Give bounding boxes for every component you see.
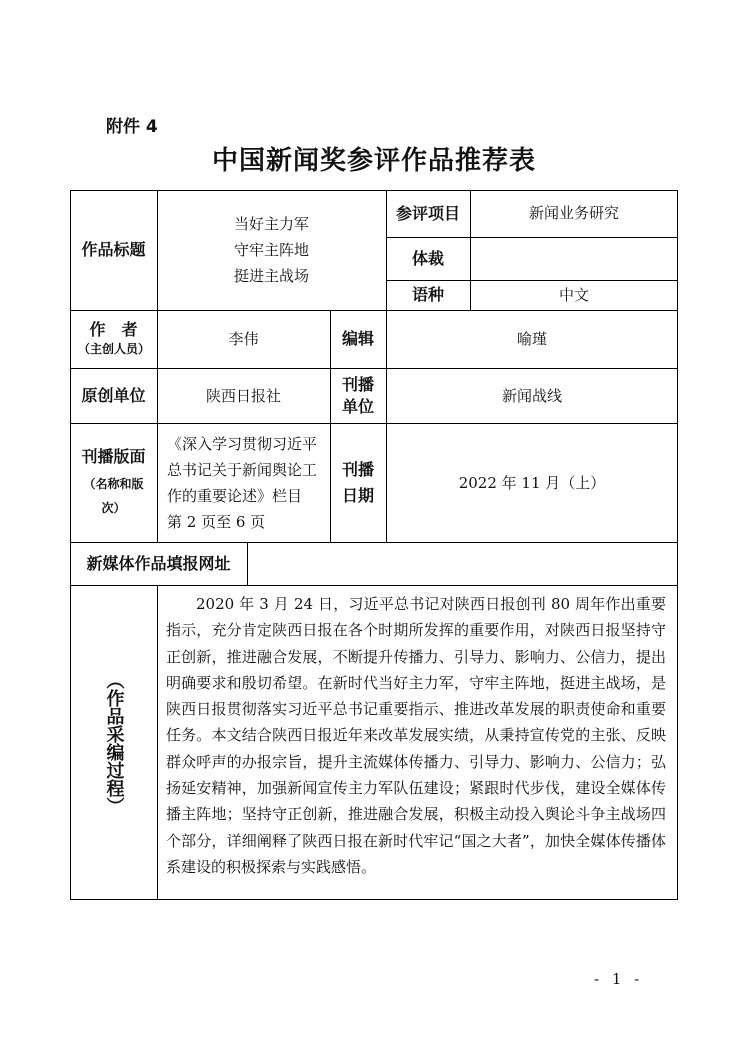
media-value: 新闻战线: [501, 386, 562, 405]
section-value: 《深入学习贯彻习近平总书记关于新闻舆论工作的重要论述》栏目 第 2 页至 6 页: [167, 434, 318, 531]
category-label: 参评项目: [395, 203, 460, 223]
editor-label: 编辑: [341, 329, 374, 348]
table-rule: [70, 585, 678, 586]
genre-label: 体裁: [411, 248, 444, 268]
unit-value: 陕西日报社: [205, 386, 281, 405]
author-label-cell: [70, 310, 157, 368]
author-value: 李伟: [228, 330, 259, 348]
attachment-label: 附件 4: [106, 117, 158, 137]
table-rule: [157, 585, 158, 900]
author-sub-label: （主创人员）: [78, 342, 151, 356]
language-value: 中文: [558, 286, 589, 304]
work-title-value: [157, 190, 386, 310]
work-title-label: 作品标题: [81, 240, 146, 259]
section-label: 刊播版面: [81, 446, 146, 466]
work-title-line: 挺进主战场: [233, 267, 309, 285]
page-title: 中国新闻奖参评作品推荐表: [211, 146, 536, 176]
genre-value: [470, 237, 678, 280]
process-text: 2020 年 3 月 24 日，习近平总书记对陕西日报创刊 80 周年作出重要指示，充分肯定陕西日报在各个时期所发挥的重要作用，对陕西日报坚持守正创新，推进融合发展，不断提升传播力、引导力、影响力、公信力，提出明确要求和殷切希望。在新时代当好主力军，守牢主阵地，挺进主战场，是陕西日报贯彻落实习近平总书记重要指示、推进改革发展的职责使命和重要任务。本文结合陕西日报近年来改革发展实绩，从秉持宣传党的主张、反映群众呼声的办报宗旨，提升主流媒体传播力、引导力、影响力、公信力；弘扬延安精神，加强新闻宣传主力军队伍建设；紧跟时代步伐，建设全媒体传播主阵地；坚持守正创新，推进融合发展，积极主动投入舆论斗争主战场四个部分，详细阐释了陕西日报在新时代牢记“国之大者”，加快全媒体传播体系建设的积极探索与实践感悟。: [166, 595, 666, 876]
work-title-line: 守牢主阵地: [233, 241, 309, 259]
process-label: （作品采编过程）: [103, 670, 125, 815]
work-title-line: 当好主力军: [233, 215, 309, 233]
editor-value: 喻瑾: [516, 330, 547, 348]
media-label: 刊播单位: [341, 374, 374, 416]
table-border-bottom: [70, 899, 678, 900]
date-value: 2022 年 11 月（上）: [458, 473, 606, 492]
section-sub-label: （名称和版次）: [83, 476, 144, 515]
url-label: 新媒体作品填报网址: [86, 553, 231, 573]
author-label: 作 者: [89, 320, 138, 339]
section-label-cell: [70, 423, 157, 542]
language-label: 语种: [411, 285, 444, 304]
url-value: [247, 542, 678, 585]
category-value: 新闻业务研究: [528, 204, 619, 222]
unit-label: 原创单位: [81, 385, 146, 405]
page-number: - 1 -: [594, 970, 644, 988]
date-label: 刊播日期: [341, 459, 374, 505]
